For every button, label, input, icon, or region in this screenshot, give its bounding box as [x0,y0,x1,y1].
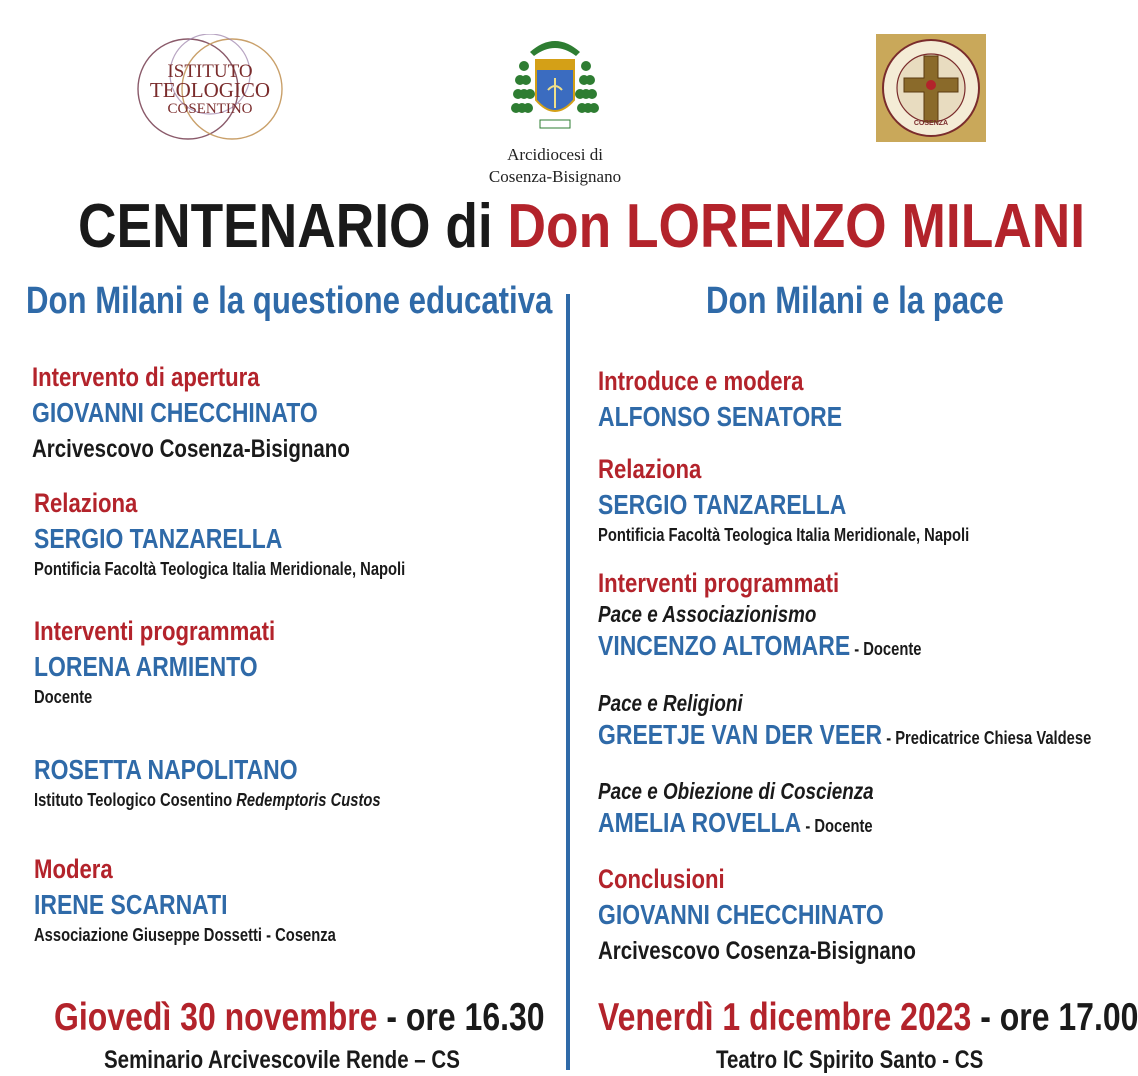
speaker-name: GIOVANNI CHECCHINATO [32,397,318,428]
speaker-desc: Pontificia Facoltà Teologica Italia Meridionale, Napoli [598,525,970,545]
left-place: Seminario Arcivescovile Rende – CS [104,1046,460,1074]
logo-line-2: TEOLOGICO [149,78,271,102]
speaker-name: LORENA ARMIENTO [34,651,258,682]
speaker-name: ROSETTA NAPOLITANO [34,754,298,785]
speaker-name: VINCENZO ALTOMARE [598,630,851,661]
left-date: Giovedì 30 novembre - ore 16.30 [54,996,545,1039]
right-block-6 [598,864,986,966]
logo-line-1: ISTITUTO [167,61,253,82]
logo-caption-1: Arcidiocesi di [507,145,603,164]
speaker-line [598,807,934,839]
left-block-3 [34,616,328,708]
speaker-name: SERGIO TANZARELLA [34,523,283,554]
speaker-desc: - Docente [801,816,873,836]
speaker-name: AMELIA ROVELLA [598,807,802,838]
speaker-desc: Pontificia Facoltà Teologica Italia Meridionale, Napoli [34,559,406,579]
speaker-line [598,719,1138,751]
logo-caption-2: Cosenza-Bisignano [488,167,622,186]
role-label: Introduce e modera [598,366,804,396]
left-heading: Don Milani e la questione educativa [26,280,553,322]
left-block-2 [34,488,487,580]
right-place: Teatro IC Spirito Santo - CS [716,1046,984,1074]
topic-label: Pace e Obiezione di Coscienza [598,778,874,804]
column-divider [566,294,570,1070]
right-heading: Don Milani e la pace [706,280,1004,322]
role-label: Modera [34,854,113,884]
page-title [78,192,1138,262]
speaker-desc: Associazione Giuseppe Dossetti - Cosenza [34,925,336,945]
right-block-1 [598,366,896,433]
speaker-desc: Istituto Teologico Cosentino Redemptoris Custos [34,790,381,810]
title-part-2: Don LORENZO MILANI [507,192,1086,261]
left-block-5 [34,854,402,946]
title-part-1: CENTENARIO di [78,192,508,261]
speaker-desc-italic: Redemptoris Custos [236,790,381,810]
role-label: Intervento di apertura [32,362,260,392]
speaker-name: IRENE SCARNATI [34,889,228,920]
speaker-name: SERGIO TANZARELLA [598,489,847,520]
role-label: Relaziona [34,488,138,518]
role-label: Relaziona [598,454,702,484]
left-block-1 [32,362,420,464]
role-label: Interventi programmati [598,568,840,598]
right-block-2 [598,454,1051,546]
logo-istituto-teologico [130,34,290,144]
right-block-3 [598,568,993,662]
topic-label: Pace e Associazionismo [598,601,817,627]
speaker-desc: - Predicatrice Chiesa Valdese [882,728,1092,748]
right-block-4 [598,690,1138,751]
right-block-5 [598,778,934,839]
left-block-4 [34,754,457,811]
coat-of-arms-icon [510,30,600,138]
logo-issr [876,34,986,142]
topic-label: Pace e Religioni [598,690,743,716]
speaker-name: ALFONSO SENATORE [598,401,843,432]
seal-bottom-text: COSENZA [913,120,949,127]
logo-arcidiocesi [470,30,640,190]
logo-line-3: COSENTINO [167,101,253,117]
speaker-desc: - Docente [850,639,922,659]
speaker-name: GIOVANNI CHECCHINATO [598,899,884,930]
speaker-desc: Arcivescovo Cosenza-Bisignano [32,435,350,463]
right-date: Venerdì 1 dicembre 2023 - ore 17.00 [598,996,1138,1039]
speaker-name: GREETJE VAN DER VEER [598,719,883,750]
speaker-line [598,630,993,662]
speaker-desc: Docente [34,687,93,707]
role-label: Conclusioni [598,864,725,894]
speaker-desc: Arcivescovo Cosenza-Bisignano [598,937,916,965]
role-label: Interventi programmati [34,616,276,646]
